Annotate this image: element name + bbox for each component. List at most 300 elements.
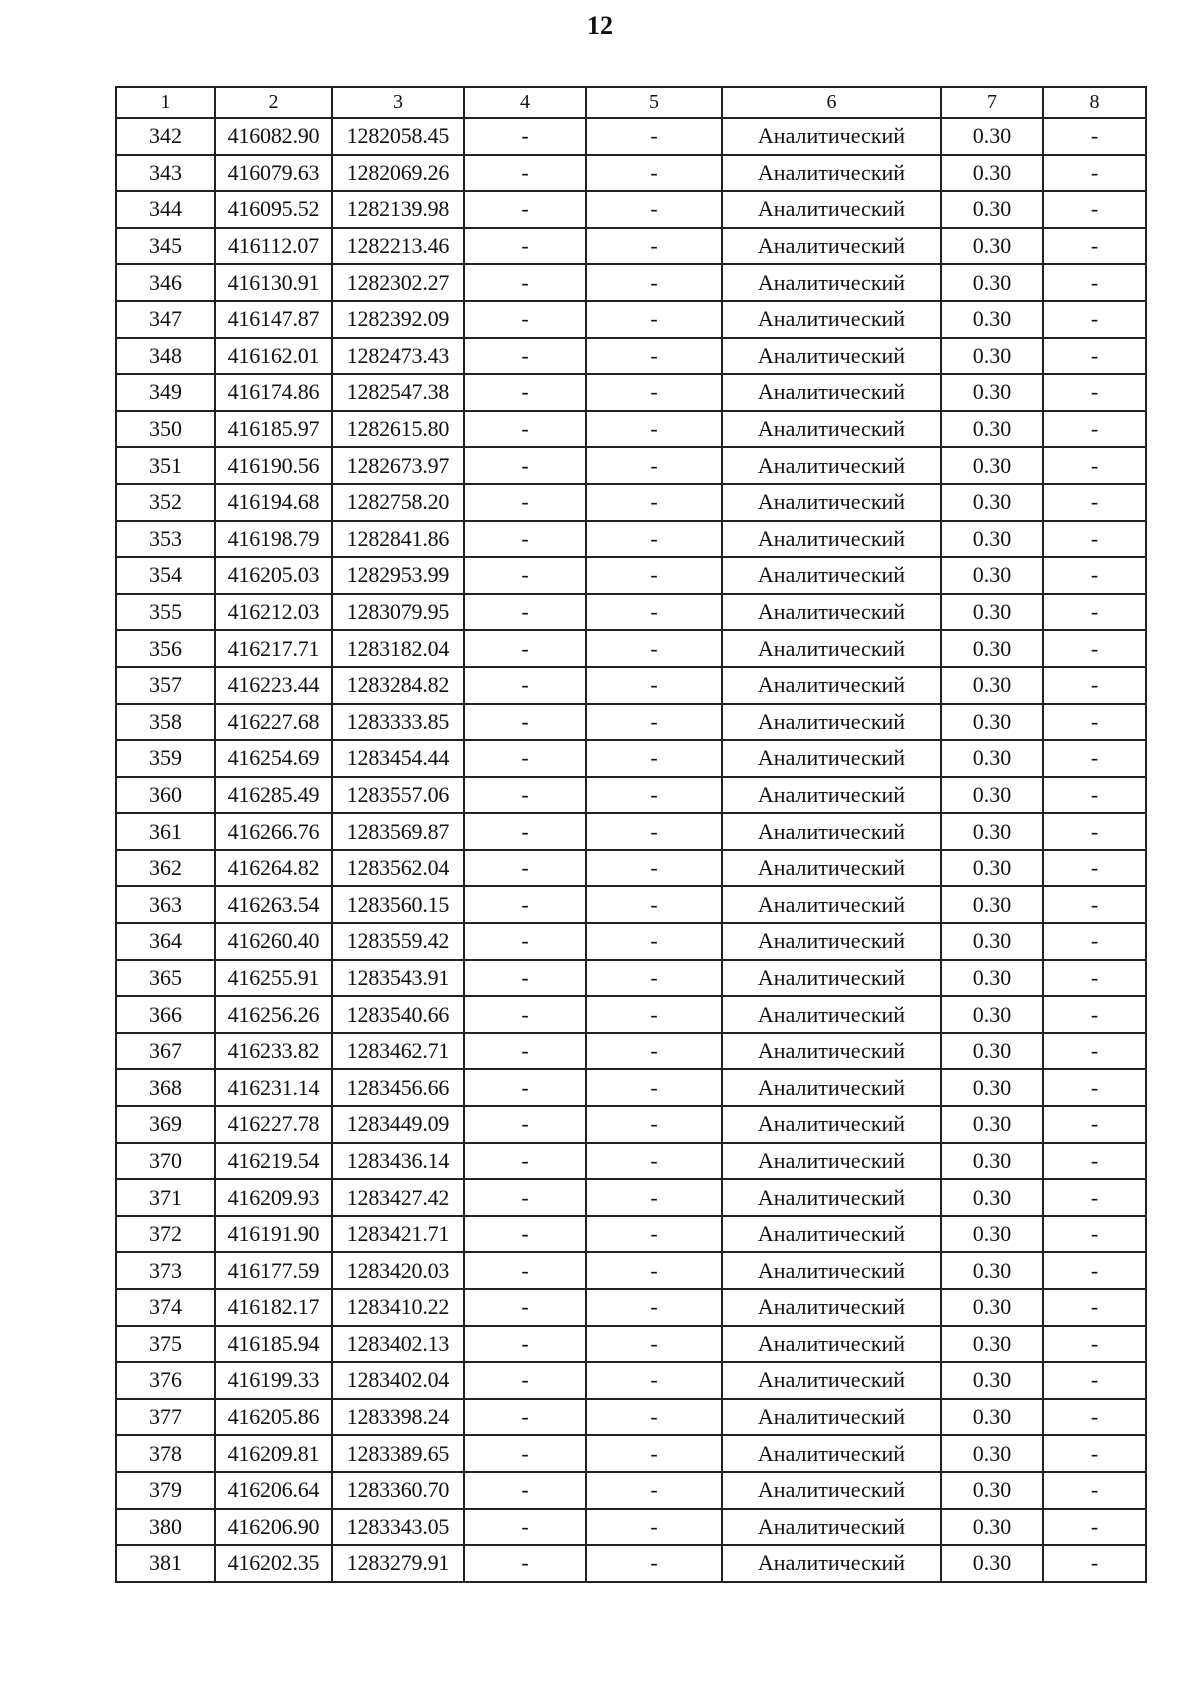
column-header: 4 [464,87,586,118]
column-5-cell: - [586,411,722,448]
table-row [116,374,1146,411]
column-5-cell: - [586,1326,722,1363]
column-4-cell: - [464,338,586,375]
accuracy-cell: 0.30 [941,996,1043,1033]
accuracy-cell: 0.30 [941,1509,1043,1546]
x-coordinate-cell: 416177.59 [215,1252,332,1289]
column-8-cell: - [1043,594,1146,631]
y-coordinate-cell: 1282673.97 [332,447,464,484]
method-cell: Аналитический [722,338,941,375]
method-cell: Аналитический [722,1252,941,1289]
point-number-cell: 380 [116,1509,215,1546]
table-row [116,960,1146,997]
x-coordinate-cell: 416162.01 [215,338,332,375]
column-5-cell: - [586,740,722,777]
column-8-cell: - [1043,118,1146,155]
point-number-cell: 366 [116,996,215,1033]
table-row [116,411,1146,448]
column-4-cell: - [464,264,586,301]
accuracy-cell: 0.30 [941,447,1043,484]
column-8-cell: - [1043,191,1146,228]
accuracy-cell: 0.30 [941,264,1043,301]
column-4-cell: - [464,1289,586,1326]
column-header: 6 [722,87,941,118]
column-4-cell: - [464,850,586,887]
column-8-cell: - [1043,1216,1146,1253]
x-coordinate-cell: 416202.35 [215,1545,332,1582]
accuracy-cell: 0.30 [941,411,1043,448]
method-cell: Аналитический [722,1143,941,1180]
accuracy-cell: 0.30 [941,777,1043,814]
table-row [116,118,1146,155]
point-number-cell: 349 [116,374,215,411]
column-4-cell: - [464,374,586,411]
column-5-cell: - [586,338,722,375]
table-row [116,1289,1146,1326]
accuracy-cell: 0.30 [941,594,1043,631]
accuracy-cell: 0.30 [941,1435,1043,1472]
column-4-cell: - [464,521,586,558]
column-4-cell: - [464,118,586,155]
column-8-cell: - [1043,1472,1146,1509]
column-5-cell: - [586,996,722,1033]
column-header: 7 [941,87,1043,118]
y-coordinate-cell: 1283389.65 [332,1435,464,1472]
method-cell: Аналитический [722,777,941,814]
table-row [116,301,1146,338]
y-coordinate-cell: 1283540.66 [332,996,464,1033]
x-coordinate-cell: 416205.86 [215,1399,332,1436]
table-row [116,1509,1146,1546]
table-row [116,338,1146,375]
column-4-cell: - [464,996,586,1033]
column-5-cell: - [586,374,722,411]
column-8-cell: - [1043,1399,1146,1436]
y-coordinate-cell: 1282213.46 [332,228,464,265]
y-coordinate-cell: 1282547.38 [332,374,464,411]
y-coordinate-cell: 1283284.82 [332,667,464,704]
accuracy-cell: 0.30 [941,630,1043,667]
x-coordinate-cell: 416190.56 [215,447,332,484]
accuracy-cell: 0.30 [941,228,1043,265]
x-coordinate-cell: 416231.14 [215,1069,332,1106]
x-coordinate-cell: 416223.44 [215,667,332,704]
accuracy-cell: 0.30 [941,1143,1043,1180]
column-4-cell: - [464,228,586,265]
column-8-cell: - [1043,1106,1146,1143]
y-coordinate-cell: 1283420.03 [332,1252,464,1289]
table-row [116,1545,1146,1582]
accuracy-cell: 0.30 [941,1252,1043,1289]
y-coordinate-cell: 1283454.44 [332,740,464,777]
table-row [116,264,1146,301]
column-8-cell: - [1043,1179,1146,1216]
column-4-cell: - [464,1326,586,1363]
column-8-cell: - [1043,996,1146,1033]
column-5-cell: - [586,704,722,741]
method-cell: Аналитический [722,850,941,887]
column-8-cell: - [1043,301,1146,338]
x-coordinate-cell: 416199.33 [215,1362,332,1399]
x-coordinate-cell: 416256.26 [215,996,332,1033]
column-8-cell: - [1043,1143,1146,1180]
y-coordinate-cell: 1283182.04 [332,630,464,667]
x-coordinate-cell: 416185.94 [215,1326,332,1363]
column-5-cell: - [586,155,722,192]
column-4-cell: - [464,1435,586,1472]
x-coordinate-cell: 416227.68 [215,704,332,741]
accuracy-cell: 0.30 [941,1472,1043,1509]
y-coordinate-cell: 1283456.66 [332,1069,464,1106]
table-row [116,1252,1146,1289]
column-5-cell: - [586,594,722,631]
column-4-cell: - [464,740,586,777]
x-coordinate-cell: 416130.91 [215,264,332,301]
method-cell: Аналитический [722,484,941,521]
column-5-cell: - [586,1033,722,1070]
column-8-cell: - [1043,411,1146,448]
point-number-cell: 358 [116,704,215,741]
y-coordinate-cell: 1283343.05 [332,1509,464,1546]
column-4-cell: - [464,557,586,594]
x-coordinate-cell: 416285.49 [215,777,332,814]
method-cell: Аналитический [722,630,941,667]
column-4-cell: - [464,923,586,960]
accuracy-cell: 0.30 [941,155,1043,192]
accuracy-cell: 0.30 [941,1362,1043,1399]
point-number-cell: 364 [116,923,215,960]
column-5-cell: - [586,1143,722,1180]
method-cell: Аналитический [722,447,941,484]
accuracy-cell: 0.30 [941,886,1043,923]
point-number-cell: 373 [116,1252,215,1289]
table-row [116,1362,1146,1399]
column-4-cell: - [464,1106,586,1143]
accuracy-cell: 0.30 [941,1216,1043,1253]
column-4-cell: - [464,630,586,667]
column-8-cell: - [1043,740,1146,777]
method-cell: Аналитический [722,1399,941,1436]
accuracy-cell: 0.30 [941,484,1043,521]
method-cell: Аналитический [722,374,941,411]
y-coordinate-cell: 1283543.91 [332,960,464,997]
method-cell: Аналитический [722,923,941,960]
column-4-cell: - [464,1472,586,1509]
column-4-cell: - [464,813,586,850]
y-coordinate-cell: 1283427.42 [332,1179,464,1216]
column-8-cell: - [1043,557,1146,594]
column-5-cell: - [586,301,722,338]
point-number-cell: 348 [116,338,215,375]
column-8-cell: - [1043,813,1146,850]
table-row [116,228,1146,265]
point-number-cell: 351 [116,447,215,484]
x-coordinate-cell: 416209.93 [215,1179,332,1216]
column-4-cell: - [464,1399,586,1436]
accuracy-cell: 0.30 [941,338,1043,375]
point-number-cell: 372 [116,1216,215,1253]
header-row [116,87,1146,118]
y-coordinate-cell: 1283569.87 [332,813,464,850]
x-coordinate-cell: 416209.81 [215,1435,332,1472]
column-8-cell: - [1043,1509,1146,1546]
column-8-cell: - [1043,886,1146,923]
x-coordinate-cell: 416254.69 [215,740,332,777]
method-cell: Аналитический [722,1509,941,1546]
y-coordinate-cell: 1282841.86 [332,521,464,558]
y-coordinate-cell: 1283333.85 [332,704,464,741]
method-cell: Аналитический [722,155,941,192]
column-4-cell: - [464,155,586,192]
column-header: 3 [332,87,464,118]
table-row [116,1326,1146,1363]
x-coordinate-cell: 416266.76 [215,813,332,850]
column-5-cell: - [586,850,722,887]
method-cell: Аналитический [722,411,941,448]
column-4-cell: - [464,1143,586,1180]
accuracy-cell: 0.30 [941,191,1043,228]
column-5-cell: - [586,447,722,484]
point-number-cell: 346 [116,264,215,301]
method-cell: Аналитический [722,1362,941,1399]
table-row [116,740,1146,777]
table-row [116,1069,1146,1106]
y-coordinate-cell: 1282473.43 [332,338,464,375]
point-number-cell: 363 [116,886,215,923]
x-coordinate-cell: 416095.52 [215,191,332,228]
column-4-cell: - [464,1216,586,1253]
column-8-cell: - [1043,228,1146,265]
method-cell: Аналитический [722,264,941,301]
column-header: 2 [215,87,332,118]
column-5-cell: - [586,1289,722,1326]
method-cell: Аналитический [722,1179,941,1216]
point-number-cell: 345 [116,228,215,265]
column-5-cell: - [586,1545,722,1582]
x-coordinate-cell: 416194.68 [215,484,332,521]
point-number-cell: 365 [116,960,215,997]
method-cell: Аналитический [722,228,941,265]
y-coordinate-cell: 1283449.09 [332,1106,464,1143]
point-number-cell: 377 [116,1399,215,1436]
accuracy-cell: 0.30 [941,1289,1043,1326]
point-number-cell: 367 [116,1033,215,1070]
method-cell: Аналитический [722,740,941,777]
point-number-cell: 368 [116,1069,215,1106]
table-row [116,1399,1146,1436]
accuracy-cell: 0.30 [941,557,1043,594]
y-coordinate-cell: 1283279.91 [332,1545,464,1582]
column-8-cell: - [1043,447,1146,484]
table-row [116,447,1146,484]
column-5-cell: - [586,1252,722,1289]
y-coordinate-cell: 1283421.71 [332,1216,464,1253]
y-coordinate-cell: 1282953.99 [332,557,464,594]
point-number-cell: 342 [116,118,215,155]
column-4-cell: - [464,1069,586,1106]
point-number-cell: 360 [116,777,215,814]
page-number: 12 [587,11,613,40]
point-number-cell: 375 [116,1326,215,1363]
column-8-cell: - [1043,521,1146,558]
point-number-cell: 350 [116,411,215,448]
table-body [116,118,1146,1582]
table-row [116,557,1146,594]
y-coordinate-cell: 1283079.95 [332,594,464,631]
method-cell: Аналитический [722,667,941,704]
column-8-cell: - [1043,1435,1146,1472]
y-coordinate-cell: 1282392.09 [332,301,464,338]
method-cell: Аналитический [722,557,941,594]
method-cell: Аналитический [722,704,941,741]
column-8-cell: - [1043,374,1146,411]
x-coordinate-cell: 416205.03 [215,557,332,594]
table-row [116,777,1146,814]
column-4-cell: - [464,301,586,338]
column-4-cell: - [464,667,586,704]
x-coordinate-cell: 416264.82 [215,850,332,887]
table-row [116,1143,1146,1180]
method-cell: Аналитический [722,1289,941,1326]
coordinates-table [115,86,1147,1583]
column-5-cell: - [586,118,722,155]
method-cell: Аналитический [722,1435,941,1472]
accuracy-cell: 0.30 [941,850,1043,887]
column-5-cell: - [586,228,722,265]
column-5-cell: - [586,813,722,850]
column-8-cell: - [1043,1033,1146,1070]
table-row [116,521,1146,558]
point-number-cell: 361 [116,813,215,850]
x-coordinate-cell: 416212.03 [215,594,332,631]
method-cell: Аналитический [722,1545,941,1582]
table-row [116,630,1146,667]
table-row [116,484,1146,521]
y-coordinate-cell: 1283402.13 [332,1326,464,1363]
method-cell: Аналитический [722,301,941,338]
column-5-cell: - [586,521,722,558]
column-5-cell: - [586,777,722,814]
x-coordinate-cell: 416198.79 [215,521,332,558]
point-number-cell: 344 [116,191,215,228]
table-row [116,155,1146,192]
column-8-cell: - [1043,1289,1146,1326]
method-cell: Аналитический [722,813,941,850]
y-coordinate-cell: 1283436.14 [332,1143,464,1180]
y-coordinate-cell: 1283410.22 [332,1289,464,1326]
point-number-cell: 378 [116,1435,215,1472]
column-4-cell: - [464,886,586,923]
column-5-cell: - [586,264,722,301]
column-4-cell: - [464,777,586,814]
column-5-cell: - [586,1069,722,1106]
table-row [116,850,1146,887]
x-coordinate-cell: 416260.40 [215,923,332,960]
y-coordinate-cell: 1283560.15 [332,886,464,923]
method-cell: Аналитический [722,886,941,923]
column-8-cell: - [1043,923,1146,960]
accuracy-cell: 0.30 [941,740,1043,777]
y-coordinate-cell: 1283360.70 [332,1472,464,1509]
column-8-cell: - [1043,484,1146,521]
column-4-cell: - [464,1252,586,1289]
column-5-cell: - [586,1472,722,1509]
accuracy-cell: 0.30 [941,1106,1043,1143]
column-5-cell: - [586,923,722,960]
point-number-cell: 352 [116,484,215,521]
method-cell: Аналитический [722,1106,941,1143]
table-row [116,1033,1146,1070]
table-row [116,996,1146,1033]
table-row [116,1472,1146,1509]
accuracy-cell: 0.30 [941,704,1043,741]
column-5-cell: - [586,630,722,667]
column-header: 5 [586,87,722,118]
accuracy-cell: 0.30 [941,960,1043,997]
y-coordinate-cell: 1283402.04 [332,1362,464,1399]
column-8-cell: - [1043,1545,1146,1582]
column-8-cell: - [1043,264,1146,301]
table-row [116,923,1146,960]
column-5-cell: - [586,1362,722,1399]
x-coordinate-cell: 416112.07 [215,228,332,265]
point-number-cell: 356 [116,630,215,667]
table-row [116,886,1146,923]
accuracy-cell: 0.30 [941,118,1043,155]
column-4-cell: - [464,1509,586,1546]
accuracy-cell: 0.30 [941,301,1043,338]
x-coordinate-cell: 416174.86 [215,374,332,411]
point-number-cell: 353 [116,521,215,558]
column-5-cell: - [586,1216,722,1253]
table-row [116,667,1146,704]
column-4-cell: - [464,1179,586,1216]
accuracy-cell: 0.30 [941,667,1043,704]
point-number-cell: 354 [116,557,215,594]
point-number-cell: 343 [116,155,215,192]
accuracy-cell: 0.30 [941,923,1043,960]
y-coordinate-cell: 1282069.26 [332,155,464,192]
accuracy-cell: 0.30 [941,1545,1043,1582]
point-number-cell: 359 [116,740,215,777]
column-4-cell: - [464,960,586,997]
accuracy-cell: 0.30 [941,521,1043,558]
column-8-cell: - [1043,1252,1146,1289]
point-number-cell: 347 [116,301,215,338]
column-5-cell: - [586,667,722,704]
table-row [116,1216,1146,1253]
x-coordinate-cell: 416217.71 [215,630,332,667]
y-coordinate-cell: 1283559.42 [332,923,464,960]
column-4-cell: - [464,1362,586,1399]
column-8-cell: - [1043,960,1146,997]
column-4-cell: - [464,1545,586,1582]
y-coordinate-cell: 1282758.20 [332,484,464,521]
method-cell: Аналитический [722,996,941,1033]
x-coordinate-cell: 416191.90 [215,1216,332,1253]
point-number-cell: 376 [116,1362,215,1399]
x-coordinate-cell: 416263.54 [215,886,332,923]
x-coordinate-cell: 416079.63 [215,155,332,192]
x-coordinate-cell: 416227.78 [215,1106,332,1143]
method-cell: Аналитический [722,521,941,558]
accuracy-cell: 0.30 [941,1399,1043,1436]
column-header: 8 [1043,87,1146,118]
column-5-cell: - [586,484,722,521]
x-coordinate-cell: 416233.82 [215,1033,332,1070]
column-4-cell: - [464,191,586,228]
point-number-cell: 379 [116,1472,215,1509]
